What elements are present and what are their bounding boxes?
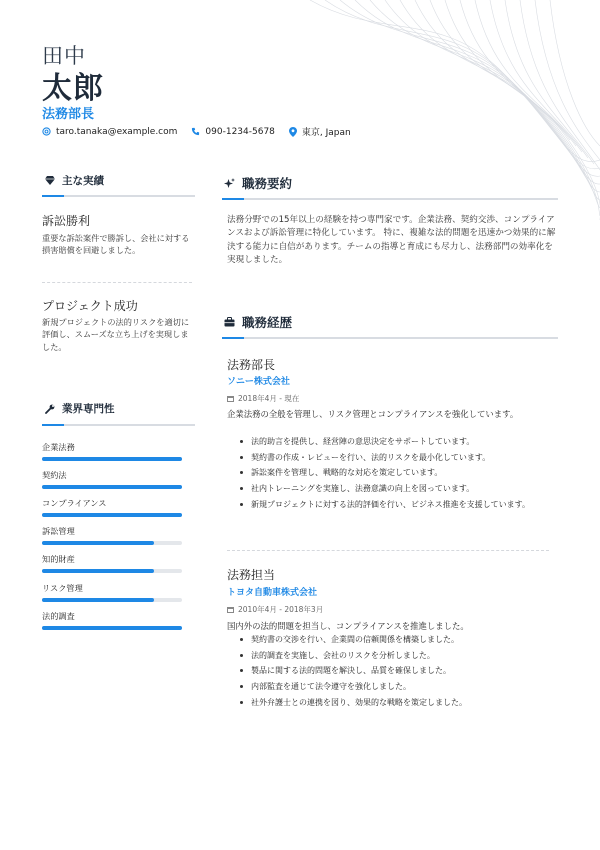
skill-bar-fill	[42, 626, 182, 630]
achievement-separator	[42, 282, 192, 283]
skill-label: 契約法	[42, 470, 67, 480]
skills-heading-label: 業界専門性	[62, 403, 115, 415]
job-separator	[227, 550, 549, 551]
skill-bar-fill	[42, 569, 154, 573]
phone-contact[interactable]	[191, 127, 274, 137]
skill-bar	[42, 513, 182, 517]
decorative-wave-lines	[270, 0, 600, 220]
job-description: 国内外の法的問題を担当し、コンプライアンスを推進しました。	[227, 621, 469, 631]
company-name: トヨタ自動車株式会社	[227, 588, 318, 598]
skill-bar-fill	[42, 485, 182, 489]
skill-label: 企業法務	[42, 442, 75, 452]
job-date	[227, 393, 299, 404]
phone-icon	[191, 127, 200, 136]
skill-bar	[42, 457, 182, 461]
summary-heading	[224, 174, 292, 192]
job-bullet-list	[237, 634, 555, 712]
skill-bar	[42, 598, 182, 602]
summary-divider	[222, 198, 558, 200]
skill-bar	[42, 569, 182, 573]
job-date-text: 2018年4月 - 現在	[238, 394, 300, 403]
given-name: 太郎	[42, 71, 104, 106]
phone-text: 090-1234-5678	[205, 126, 275, 137]
achievements-divider	[42, 195, 195, 197]
location-pin-icon	[289, 127, 297, 137]
company-name: ソニー株式会社	[227, 377, 290, 387]
achievement-description: 新規プロジェクトの法的リスクを適切に評価し、スムーズな立ち上げを実現しました。	[42, 317, 190, 352]
job-title-entry: 法務担当	[227, 568, 276, 582]
diamond-icon	[45, 176, 55, 185]
list-item: 契約書の交渉を行い、企業間の信頼関係を構築しました。	[237, 634, 555, 645]
list-item: 新規プロジェクトに対する法的評価を行い、ビジネス推進を支援しています。	[237, 499, 555, 510]
location-text: 東京, Japan	[301, 128, 351, 138]
skill-label: 知的財産	[42, 554, 75, 564]
list-item: 契約書の作成・レビューを行い、法的リスクを最小化しています。	[237, 452, 555, 463]
achievements-heading-label: 主な実績	[62, 175, 104, 187]
experience-heading-label: 職務経歴	[242, 315, 293, 330]
achievements-heading	[45, 173, 104, 188]
skill-item	[42, 442, 182, 461]
achievement-description: 重要な訴訟案件で勝訴し、会社に対する損害賠償を回避しました。	[42, 233, 190, 256]
skill-bar-fill	[42, 541, 154, 545]
at-sign-icon	[42, 127, 51, 136]
email-text: taro.tanaka@example.com	[56, 126, 178, 137]
skill-label: リスク管理	[42, 583, 83, 593]
list-item: 内部監査を通じて法令遵守を強化しました。	[237, 681, 555, 692]
sparkle-icon	[224, 178, 235, 189]
skills-heading	[45, 401, 115, 416]
skill-item	[42, 583, 182, 602]
briefcase-icon	[224, 317, 235, 327]
skill-item	[42, 554, 182, 573]
location-contact	[289, 125, 351, 138]
list-item: 訴訟案件を管理し、戦略的な対応を策定しています。	[237, 467, 555, 478]
job-title: 法務部長	[42, 107, 95, 122]
skill-bar	[42, 626, 182, 630]
skills-divider	[42, 424, 195, 426]
email-contact[interactable]	[42, 127, 177, 137]
job-bullet-list	[237, 436, 555, 514]
achievement-title: プロジェクト成功	[42, 299, 138, 313]
calendar-icon	[227, 606, 234, 613]
achievement-title: 訴訟勝利	[42, 214, 91, 228]
skill-label: コンプライアンス	[42, 498, 107, 508]
summary-text: 法務分野での15年以上の経験を持つ専門家です。企業法務、契約交渉、コンプライアンスおよび訴訟管理に特化しています。 特に、複雑な法的問題を迅速かつ効果的に解決する能力に自信があります。チームの指導と育成にも尽力し、法務部門の効率化を実現しました。	[227, 215, 556, 265]
skill-label: 法的調査	[42, 611, 75, 621]
list-item: 法的調査を実施し、会社のリスクを分析しました。	[237, 650, 555, 661]
experience-divider	[222, 337, 558, 339]
skill-bar-fill	[42, 598, 154, 602]
list-item: 社内トレーニングを実施し、法務意識の向上を図っています。	[237, 483, 555, 494]
skill-item	[42, 526, 182, 545]
job-title-entry: 法務部長	[227, 358, 276, 372]
skill-item	[42, 611, 182, 630]
skill-bar-fill	[42, 513, 182, 517]
list-item: 法的助言を提供し、経営陣の意思決定をサポートしています。	[237, 436, 555, 447]
skill-label: 訴訟管理	[42, 526, 75, 536]
wrench-icon	[45, 404, 55, 414]
skill-bar-fill	[42, 457, 182, 461]
experience-heading	[224, 313, 292, 331]
skill-item	[42, 470, 182, 489]
list-item: 社外弁護士との連携を図り、効果的な戦略を策定しました。	[237, 697, 555, 708]
job-date-text: 2010年4月 - 2018年3月	[238, 605, 324, 614]
contact-info	[42, 125, 365, 138]
calendar-icon	[227, 395, 234, 402]
family-name: 田中	[42, 44, 86, 68]
summary-heading-label: 職務要約	[242, 176, 293, 191]
list-item: 製品に関する法的問題を解決し、品質を確保しました。	[237, 665, 555, 676]
skill-bar	[42, 485, 182, 489]
job-description: 企業法務の全般を管理し、リスク管理とコンプライアンスを強化しています。	[227, 409, 519, 419]
skill-item	[42, 498, 182, 517]
skill-bar	[42, 541, 182, 545]
job-date	[227, 604, 323, 615]
